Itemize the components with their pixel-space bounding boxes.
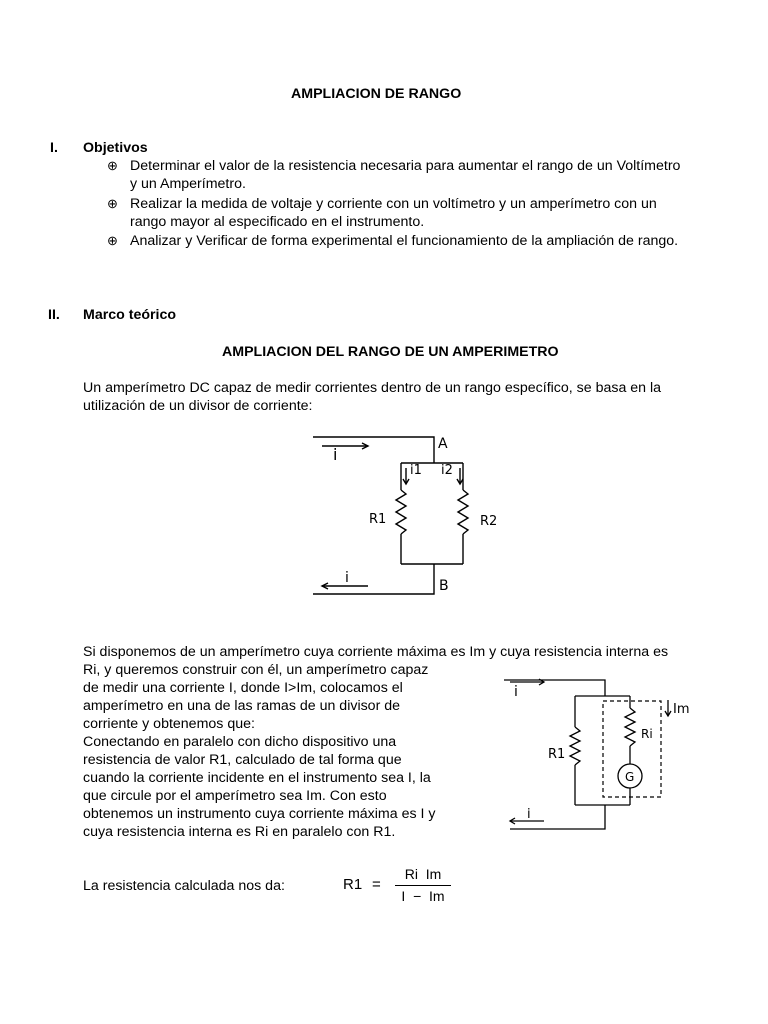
label-i-in: i: [333, 445, 338, 464]
objective-2-line-2: rango mayor al especificado en el instrumento.: [130, 214, 425, 230]
resistor-ri: [625, 708, 635, 746]
label-g: G: [625, 770, 635, 784]
objective-1-line-1: Determinar el valor de la resistencia necesaria para aumentar el rango de un Voltímetro: [130, 158, 681, 174]
label-ri: Ri: [641, 727, 653, 741]
section-2-numeral: II.: [48, 307, 60, 323]
label-r1: R1: [369, 512, 387, 527]
paragraph-line: cuya resistencia interna es Ri en paralelo con R1.: [83, 824, 396, 840]
label-r2: R2: [480, 514, 498, 529]
label-i-out: i: [527, 807, 531, 822]
paragraph-line: cuando la corriente incidente en el instrumento sea I, la: [83, 770, 431, 786]
paragraph-line: Conectando en paralelo con dicho dispositivo una: [83, 734, 397, 750]
formula-fraction-bar: [395, 885, 451, 886]
formula-numerator: Ri Im: [404, 866, 442, 882]
objective-3-line-1: Analizar y Verificar de forma experimental el funcionamiento de la ampliación de rango.: [130, 233, 679, 249]
label-i2: i2: [441, 463, 453, 478]
bullet-icon: ⊕: [107, 158, 118, 173]
label-i-out: i: [345, 570, 349, 586]
formula-equals: =: [372, 876, 381, 893]
label-i-in: i: [514, 684, 518, 700]
wire: [313, 437, 434, 463]
paragraph-line: que circule por el amperímetro sea Im. Con esto: [83, 788, 387, 804]
label-node-a: A: [438, 436, 448, 452]
intro-line-1: Un amperímetro DC capaz de medir corrientes dentro de un rango específico, se basa en la: [83, 380, 662, 396]
label-node-b: B: [439, 578, 449, 594]
resistor-r1: [396, 490, 406, 534]
bullet-icon: ⊕: [107, 196, 118, 211]
label-i1: i1: [410, 463, 422, 478]
label-r1: R1: [548, 747, 566, 762]
subheading: AMPLIACION DEL RANGO DE UN AMPERIMETRO: [222, 344, 559, 360]
paragraph-line: Ri, y queremos construir con él, un amperímetro capaz: [83, 662, 429, 678]
ammeter-shunt-diagram: [500, 672, 706, 832]
bullet-icon: ⊕: [107, 233, 118, 248]
formula-denominator: I − Im: [401, 888, 445, 904]
paragraph-line: amperímetro en una de las ramas de un divisor de: [83, 698, 401, 714]
label-im: Im: [673, 702, 690, 717]
paragraph-line-1: Si disponemos de un amperímetro cuya corriente máxima es Im y cuya resistencia interna es: [83, 644, 669, 660]
paragraph-line: obtenemos un instrumento cuya corriente máxima es I y: [83, 806, 436, 822]
paragraph-line: resistencia de valor R1, calculado de tal forma que: [83, 752, 402, 768]
current-divider-diagram: [308, 428, 498, 604]
section-1-heading: Objetivos: [83, 140, 148, 156]
objective-2-line-1: Realizar la medida de voltaje y corriente con un voltímetro y un amperímetro con un: [130, 196, 657, 212]
section-1-numeral: I.: [50, 140, 58, 156]
paragraph-line: de medir una corriente I, donde I>Im, colocamos el: [83, 680, 403, 696]
result-label: La resistencia calculada nos da:: [83, 878, 285, 894]
resistor-r2: [458, 490, 468, 534]
resistor-r1: [570, 727, 580, 765]
intro-line-2: utilización de un divisor de corriente:: [83, 398, 313, 414]
objective-1-line-2: y un Amperímetro.: [130, 176, 246, 192]
formula-lhs: R1: [343, 876, 363, 893]
section-2-heading: Marco teórico: [83, 307, 177, 323]
paragraph-line: corriente y obtenemos que:: [83, 716, 255, 732]
page-title: AMPLIACION DE RANGO: [291, 86, 462, 102]
